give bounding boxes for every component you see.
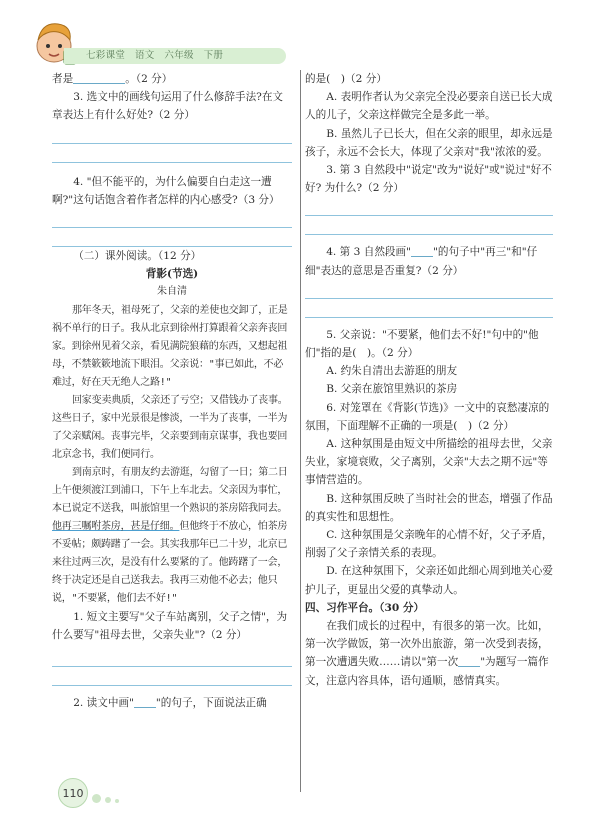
page-header (0, 0, 600, 68)
option-a: A. 约朱自清出去游逛的朋友 (326, 365, 458, 378)
option-b: B. 父亲在旅馆里熟识的茶房 (326, 383, 458, 396)
passage-author: 朱自清 (157, 286, 187, 298)
answer-line[interactable] (52, 227, 292, 228)
decorative-dot (115, 799, 119, 803)
decorative-dot (105, 797, 111, 803)
option-a: A. 这种氛围是由短文中所描绘的祖母去世，父亲失业，家境衰败，父子离别，父亲"大去之期不远"等事情营造的。 (305, 438, 553, 487)
answer-line[interactable] (52, 666, 292, 667)
answer-line-text: 者是 。（2 分） (52, 73, 173, 85)
answer-line[interactable] (52, 685, 292, 686)
answer-line[interactable] (305, 234, 553, 235)
option-b: B. 虽然儿子已长大，但在父亲的眼里，却永远是孩子，永远不会长大，体现了父亲对"我"浓浓的爱。 (305, 127, 553, 158)
left-column (52, 70, 292, 712)
answer-line[interactable] (52, 143, 292, 144)
answer-line[interactable] (52, 162, 292, 163)
column-divider (300, 70, 301, 792)
section-heading: （二）课外阅读。（12 分） (73, 250, 202, 263)
question-4: 4. 第 3 自然段画" "的句子中"再三"和"仔细"表达的意思是否重复?（2 分） (305, 246, 538, 277)
question-4: 4. "但不能平的，为什么偏要自白走这一遭啊?"这句话饱含着作者怎样的内心感受?（3 分） (52, 175, 280, 206)
passage-body (52, 302, 292, 608)
essay-prompt: 在我们成长的过程中，有很多的第一次。比如，第一次学做饭，第一次外出旅游，第一次受到表扬，第一次遭遇失败……请以"第一次 "为题写一篇作文，注意内容具体，语句通顺，感情真实。 (305, 620, 549, 687)
wavy-mark (411, 244, 433, 257)
question-3: 3. 第 3 自然段中"说定"改为"说好"或"说过"好不好? 为什么?（2 分） (305, 164, 552, 195)
section-heading: 四、习作平台。（30 分） (305, 601, 425, 614)
answer-line[interactable] (305, 215, 553, 216)
answer-line[interactable] (305, 317, 553, 318)
option-b: B. 这种氛围反映了当时社会的世态，增强了作品的真实性和思想性。 (305, 492, 553, 523)
question-2: 2. 读文中画" "的句子，下面说法正确 (73, 697, 267, 710)
answer-blank[interactable] (458, 654, 480, 667)
option-d: D. 在这种氛围下，父亲还如此细心周到地关心爱护儿子，更显出父爱的真挚动人。 (305, 565, 553, 596)
answer-blank[interactable] (73, 71, 125, 84)
option-a: A. 表明作者认为父亲完全没必要亲自送已长大成人的儿子，父亲这样做完全是多此一举。 (305, 91, 553, 122)
question-1: 1. 短文主要写"父子车站离别，父子之情"，为什么要写"祖母去世，父亲失业"?（2 分） (52, 610, 288, 641)
underlined-sentence: 他再三嘱咐茶房，甚是仔细。 (52, 520, 180, 532)
blank-mark (134, 695, 156, 708)
question-2-cont: 的是( )（2 分） (305, 73, 387, 85)
right-column (305, 70, 553, 690)
passage-paragraph: 那年冬天，祖母死了，父亲的差使也交卸了，正是祸不单行的日子。我从北京到徐州打算跟着父亲奔丧回家。到徐州见着父亲，看见满院狼藉的东西，又想起祖母，不禁簌簌地流下眼泪。父亲说："事已如此，不必难过，好在天无绝人之路!" (52, 304, 288, 388)
question-6: 6. 对笼罩在《背影(节选)》一文中的哀愁凄凉的氛围，下面理解不正确的一项是( )（2 分） (305, 401, 550, 432)
passage-paragraph: 回家变卖典质，父亲还了亏空；又借钱办了丧事。这些日子，家中光景很是惨淡，一半为了丧事，一半为了父亲赋闲。丧事完毕，父亲要到南京谋事，我也要回北京念书，我们便同行。 (52, 394, 288, 460)
header-title: 七彩课堂 语文 六年级 下册 (86, 50, 224, 61)
passage-paragraph: 到南京时，有朋友约去游逛，勾留了一日；第二日上午便须渡江到浦口，下午上车北去。父亲因为事忙，本已说定不送我，叫旅馆里一个熟识的茶房陪我同去。他再三嘱咐茶房，甚是仔细。但他终于不放心，怕茶房不妥帖；颇踌躇了一会。其实我那年已二十岁，北京已来往过两三次，是没有什么要紧的了。他踌躇了一会，终于决定还是自己送我去。我再三劝他不必去；他只说，"不要紧，他们去不好!" (52, 466, 288, 604)
option-c: C. 这种氛围是父亲晚年的心情不好，父子矛盾，削弱了父子亲情关系的表现。 (305, 529, 553, 560)
question-5: 5. 父亲说："不要紧，他们去不好!"句中的"他们"指的是( )。（2 分） (305, 328, 539, 360)
page-footer (58, 778, 178, 808)
passage-title: 背影(节选) (145, 268, 199, 281)
page-number: 110 (58, 778, 88, 808)
answer-line[interactable] (305, 298, 553, 299)
question-3: 3. 选文中的画线句运用了什么修辞手法?在文章表达上有什么好处?（2 分） (52, 91, 284, 122)
decorative-dot (92, 794, 101, 803)
